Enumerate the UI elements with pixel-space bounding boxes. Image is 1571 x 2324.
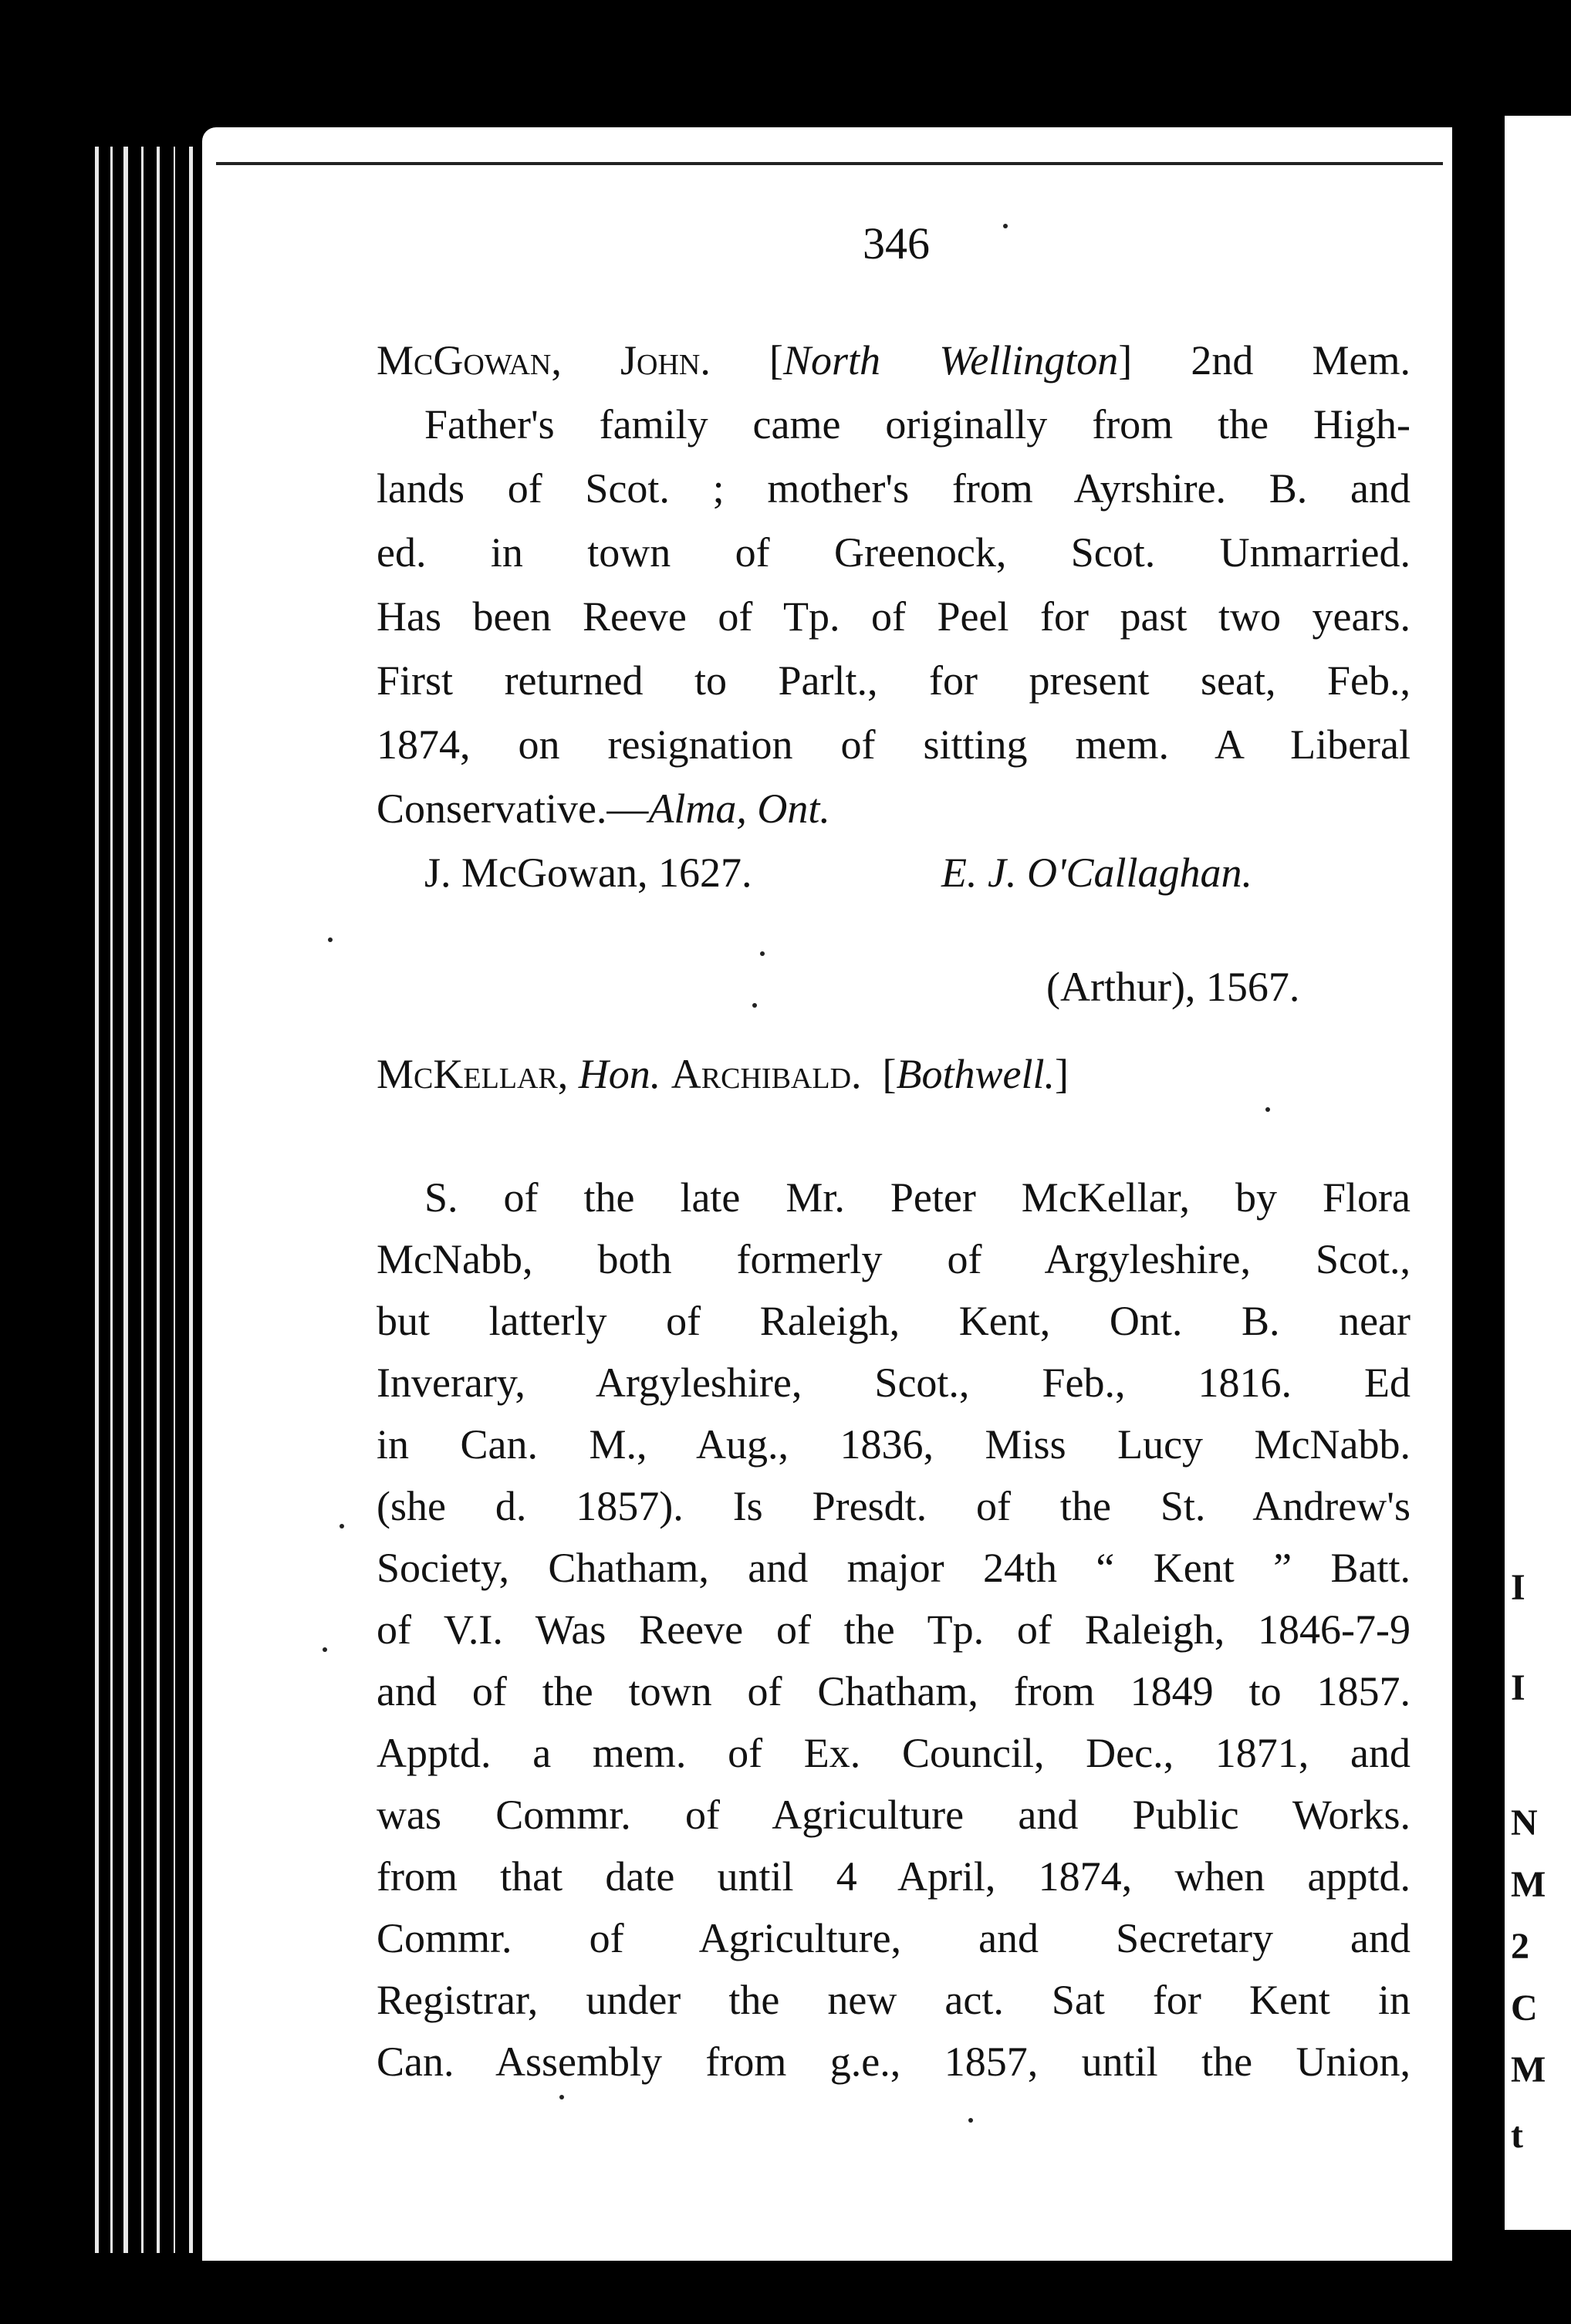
scan-speck: [323, 1647, 327, 1652]
entry-forename: John: [620, 337, 701, 383]
entry-surname: McGowan: [377, 337, 552, 383]
annotation-arthur: (Arthur), 1567.: [1046, 964, 1300, 1010]
entry-line: (she d. 1857). Is Presdt. of the St. Andrew's: [377, 1483, 1411, 1529]
page-text: [377, 0, 1411, 2324]
entry-line: and of the town of Chatham, from 1849 to 1857.: [377, 1668, 1411, 1714]
entry-line: from that date until 4 April, 1874, when apptd.: [377, 1853, 1411, 1900]
entry-heading: McKellar, Hon. Archibald. [Bothwell.]: [377, 1051, 1069, 1097]
entry-line: but latterly of Raleigh, Kent, Ont. B. near: [377, 1298, 1411, 1344]
entry-politics: Conservative.—: [377, 785, 649, 832]
entry-line: Society, Chatham, and major 24th “ Kent ” Batt.: [377, 1545, 1411, 1591]
entry-line: was Commr. of Agriculture and Public Works.: [377, 1792, 1411, 1838]
entry-line: [377, 776, 1411, 841]
entry-line: lands of Scot. ; mother's from Ayrshire. B. and: [377, 465, 1411, 512]
scan-speck: [752, 1003, 757, 1008]
entry-line: First returned to Parlt., for present seat, Feb.,: [377, 657, 1411, 704]
adjacent-page-fragment: I: [1511, 1567, 1525, 1608]
entry-forename: Archibald.: [671, 1051, 862, 1097]
entry-line: Can. Assembly from g.e., 1857, until the Union,: [377, 2039, 1411, 2085]
book-gutter-edge: [81, 147, 212, 2253]
adjacent-page-fragment: M: [1511, 2049, 1546, 2090]
entry-line: Apptd. a mem. of Ex. Council, Dec., 1871, and: [377, 1730, 1411, 1776]
scan-speck: [760, 951, 765, 956]
entry-place: Alma, Ont.: [648, 785, 830, 832]
signature-right: E. J. O'Callaghan.: [941, 850, 1253, 896]
signature-left: J. McGowan, 1627.: [424, 850, 752, 896]
entry-line: 1874, on resignation of sitting mem. A Liberal: [377, 721, 1411, 768]
scan-speck: [1265, 1107, 1270, 1112]
scan-speck: [340, 1524, 344, 1529]
entry-constituency: North Wellington: [783, 337, 1119, 383]
entry-constituency: Bothwell.: [896, 1051, 1055, 1097]
entry-surname: McKellar,: [377, 1051, 569, 1097]
adjacent-page-fragment: N: [1511, 1802, 1538, 1843]
adjacent-page-fragment: 2: [1511, 1926, 1529, 1967]
scan-speck: [328, 937, 333, 942]
adjacent-page-edge: [1505, 116, 1571, 2230]
entry-line: Registrar, under the new act. Sat for Kent in: [377, 1977, 1411, 2023]
entry-line: Has been Reeve of Tp. of Peel for past two years.: [377, 593, 1411, 640]
entry-line: Inverary, Argyleshire, Scot., Feb., 1816. Ed: [377, 1360, 1411, 1406]
adjacent-page-fragment: M: [1511, 1864, 1546, 1905]
scan-speck: [1003, 224, 1008, 228]
entry-heading: McGowan, John. [North Wellington] 2nd Mem.: [377, 337, 1411, 383]
scan-speck: [559, 2095, 564, 2099]
entry-line: Father's family came originally from the High-: [424, 401, 1411, 448]
entry-line: of V.I. Was Reeve of the Tp. of Raleigh, 1846-7-9: [377, 1606, 1411, 1653]
adjacent-page-fragment: t: [1511, 2115, 1523, 2156]
adjacent-page-fragment: I: [1511, 1667, 1525, 1708]
scan-speck: [968, 2118, 973, 2123]
entry-line: in Can. M., Aug., 1836, Miss Lucy McNabb.: [377, 1421, 1411, 1468]
entry-line: Commr. of Agriculture, and Secretary and: [377, 1915, 1411, 1961]
entry-line: ed. in town of Greenock, Scot. Unmarried.: [377, 529, 1411, 576]
entry-line: McNabb, both formerly of Argyleshire, Scot.,: [377, 1236, 1411, 1282]
adjacent-page-fragment: C: [1511, 1988, 1538, 2028]
entry-member-note: 2nd Mem.: [1191, 337, 1411, 383]
page-number: 346: [863, 218, 930, 269]
entry-title: Hon.: [578, 1051, 661, 1097]
entry-line: S. of the late Mr. Peter McKellar, by Flora: [424, 1174, 1411, 1221]
